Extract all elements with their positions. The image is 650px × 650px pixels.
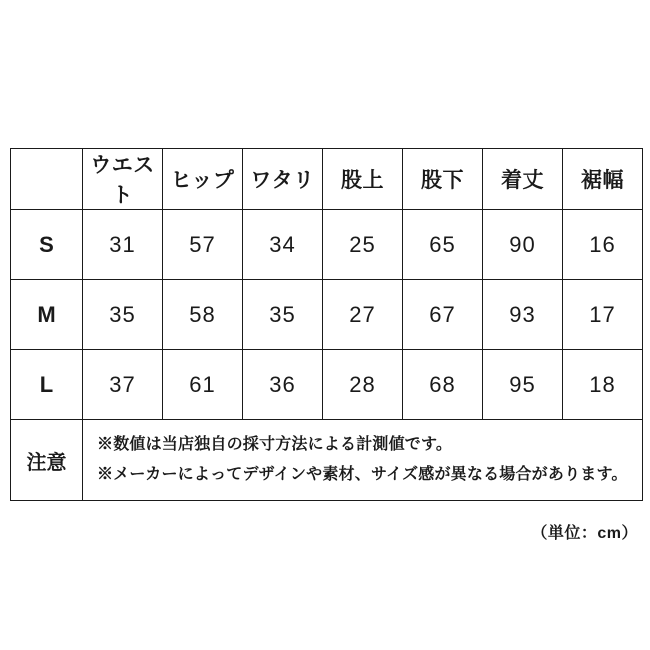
header-row [11, 149, 643, 210]
cell-s-length: 90 [483, 210, 563, 280]
cell-m-hip: 58 [163, 280, 243, 350]
cell-l-length: 95 [483, 350, 563, 420]
header-cell-hem: 裾幅 [563, 149, 643, 210]
header-cell-length: 着丈 [483, 149, 563, 210]
cell-s-thigh: 34 [243, 210, 323, 280]
row-header-size-s: S [11, 210, 83, 280]
size-table-container [10, 148, 642, 501]
cell-l-inseam: 68 [403, 350, 483, 420]
cell-m-rise: 27 [323, 280, 403, 350]
cell-l-rise: 28 [323, 350, 403, 420]
note-row [11, 420, 643, 501]
cell-m-hem: 17 [563, 280, 643, 350]
cell-s-rise: 25 [323, 210, 403, 280]
cell-l-thigh: 36 [243, 350, 323, 420]
header-corner-cell [11, 149, 83, 210]
note-line-1: ※数値は当店独自の採寸方法による計測値です。 [97, 436, 453, 454]
cell-l-hip: 61 [163, 350, 243, 420]
table-row [11, 280, 643, 350]
size-table [10, 148, 643, 501]
unit-label: （単位：cm） [531, 525, 638, 542]
cell-l-hem: 18 [563, 350, 643, 420]
cell-l-waist: 37 [83, 350, 163, 420]
cell-s-hem: 16 [563, 210, 643, 280]
table-body [11, 210, 643, 501]
note-text [83, 420, 643, 501]
cell-m-inseam: 67 [403, 280, 483, 350]
row-header-size-l: L [11, 350, 83, 420]
header-cell-hip: ヒップ [163, 149, 243, 210]
note-line-2: ※メーカーによってデザインや素材、サイズ感が異なる場合があります。 [97, 466, 628, 483]
cell-s-hip: 57 [163, 210, 243, 280]
cell-m-waist: 35 [83, 280, 163, 350]
cell-m-thigh: 35 [243, 280, 323, 350]
table-header [11, 149, 643, 210]
row-header-size-m: M [11, 280, 83, 350]
cell-m-length: 93 [483, 280, 563, 350]
table-row [11, 210, 643, 280]
header-cell-waist: ウエスト [83, 149, 163, 210]
header-cell-thigh: ワタリ [243, 149, 323, 210]
header-cell-inseam: 股下 [403, 149, 483, 210]
note-label: 注意 [11, 420, 83, 501]
table-row [11, 350, 643, 420]
cell-s-waist: 31 [83, 210, 163, 280]
cell-s-inseam: 65 [403, 210, 483, 280]
header-cell-rise: 股上 [323, 149, 403, 210]
